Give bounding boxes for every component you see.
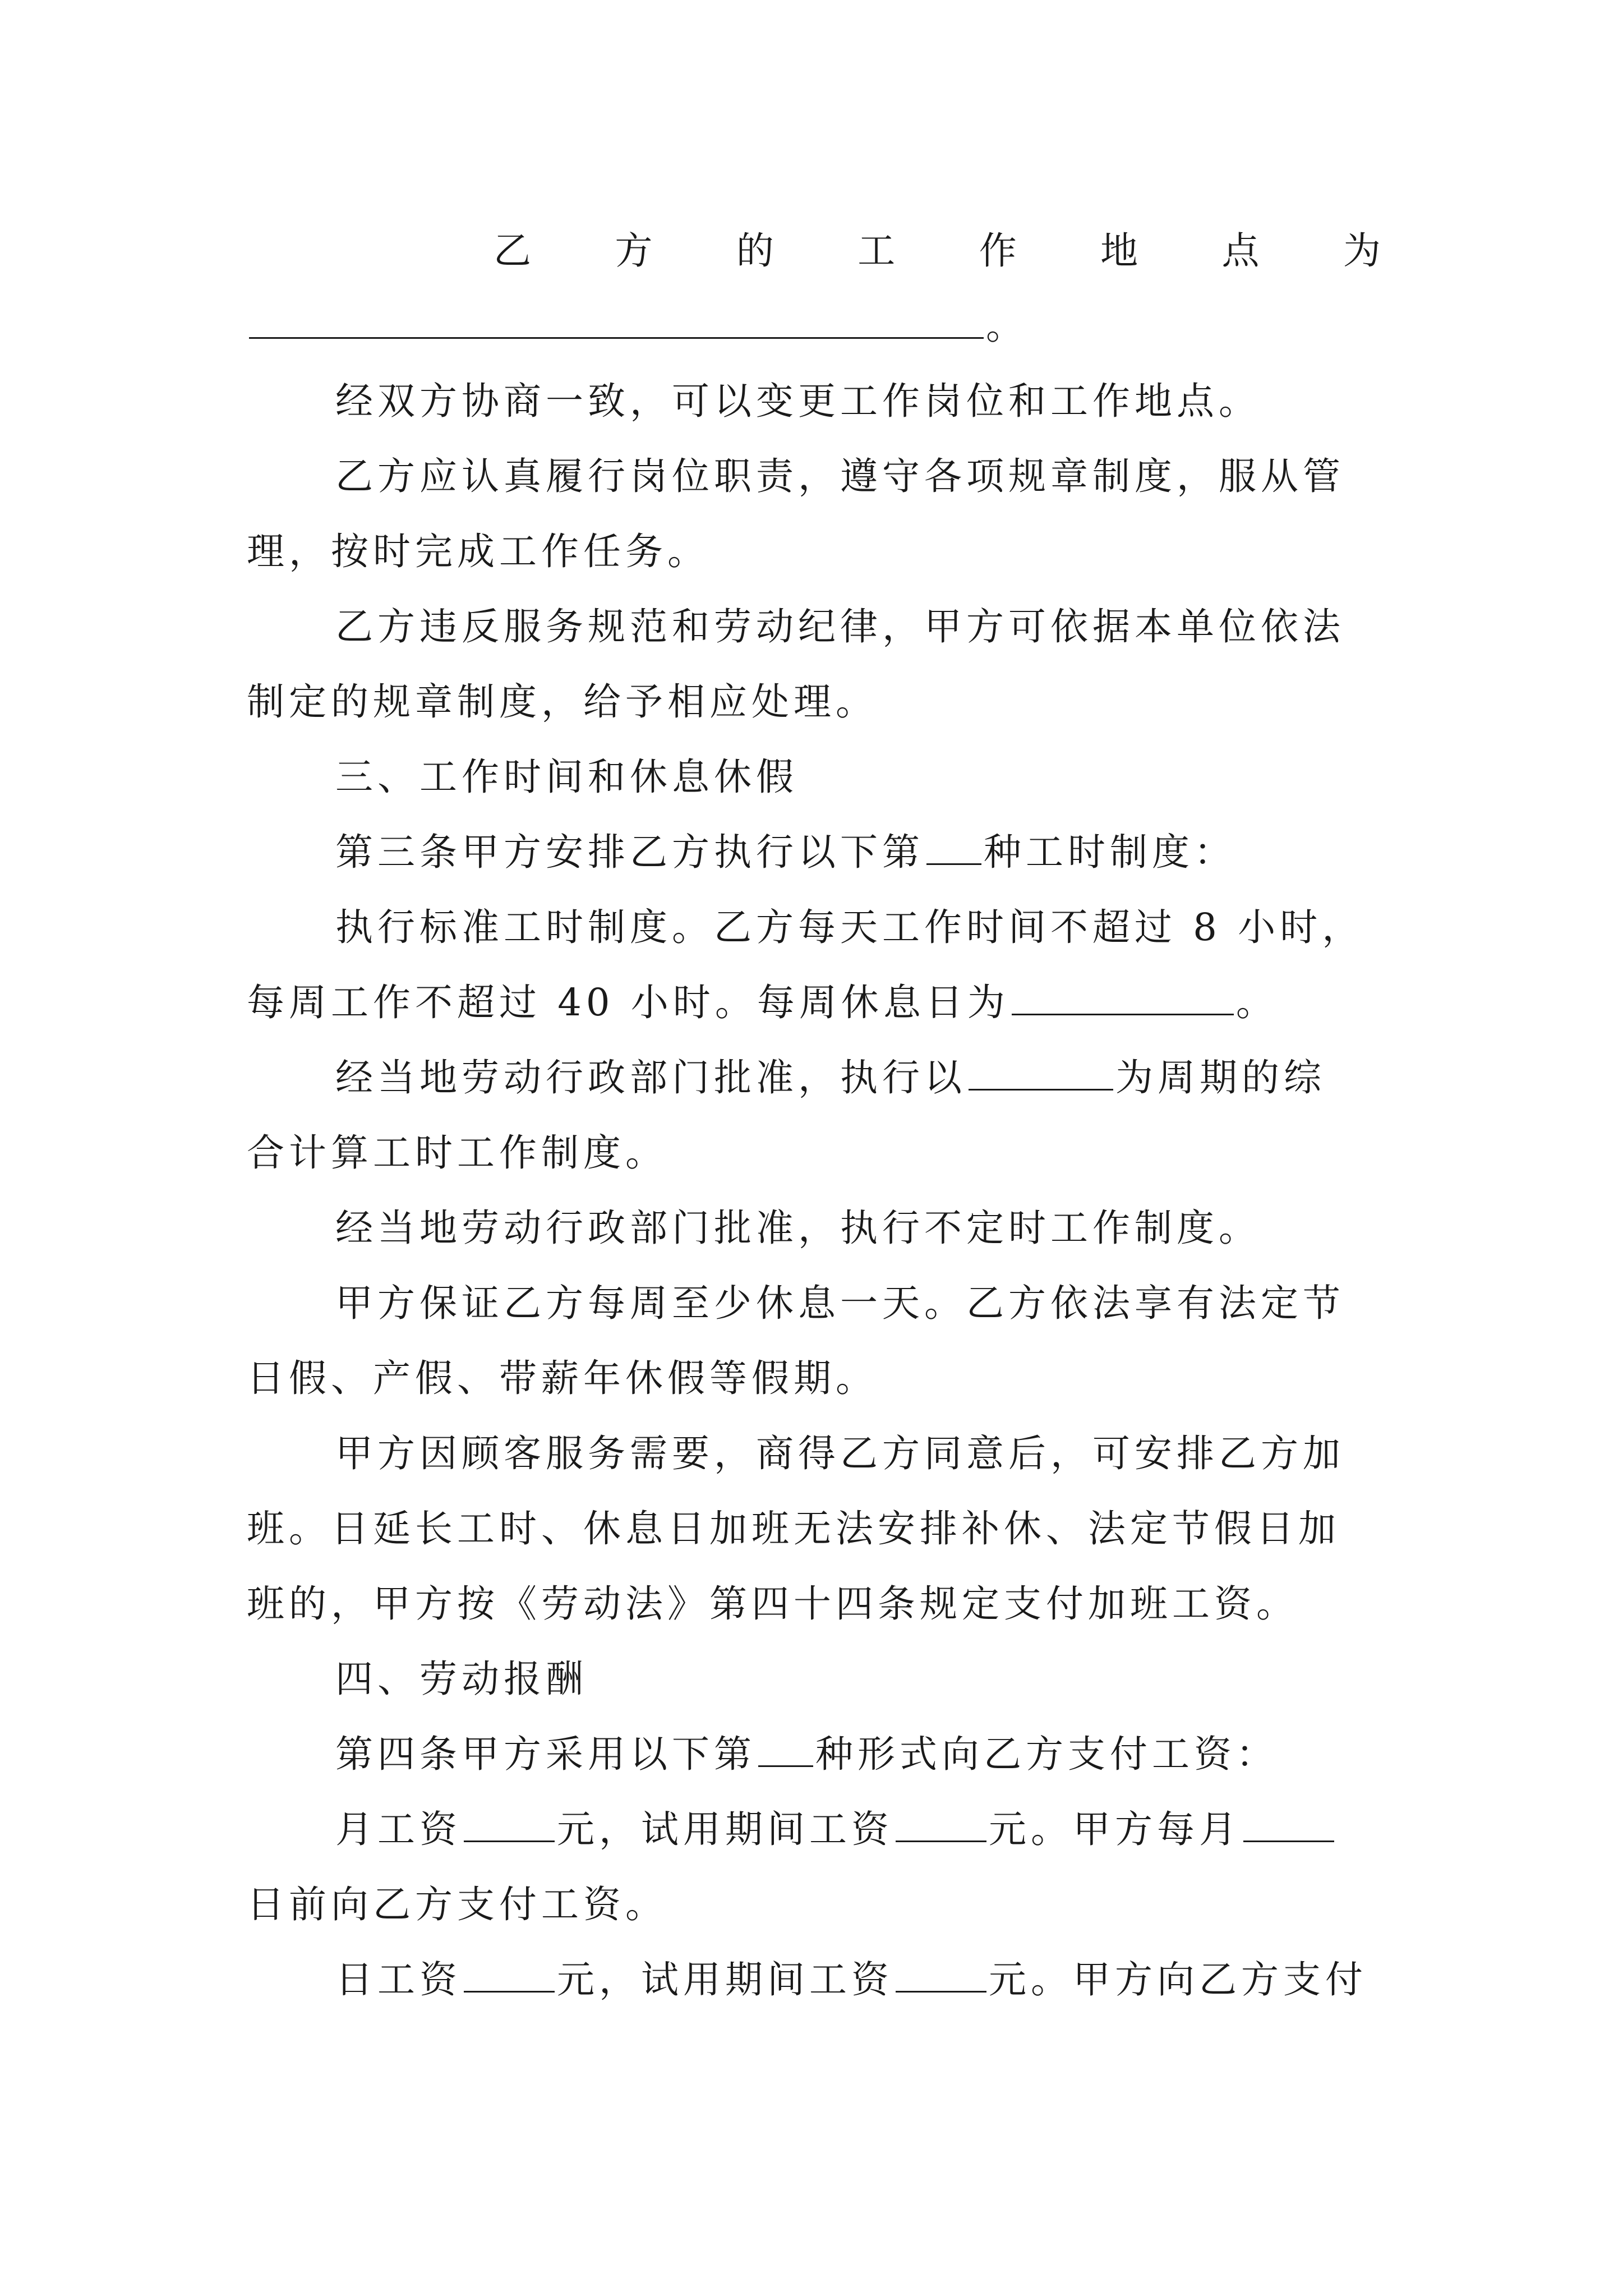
monthly-probation-wage-blank[interactable] [896, 1808, 986, 1842]
monthly-wage-line1: 月工资 元，试用期间工资 元。甲方每月 [247, 1792, 1385, 1867]
daily-wage-line1: 日工资 元，试用期间工资 元。甲方向乙方支付 [335, 1958, 1367, 2001]
work-location-blank[interactable] [249, 305, 984, 339]
work-location-char: 的 [736, 229, 778, 273]
paragraph-duty-line1: 乙方应认真履行岗位职责，遵守各项规章制度，服从管 [335, 454, 1345, 498]
article-4: 第四条甲方采用以下第 种形式向乙方支付工资： [335, 1732, 1278, 1776]
work-location-char: 方 [615, 229, 657, 273]
work-location-heading [247, 213, 1385, 288]
hour-system-blank[interactable] [926, 831, 981, 865]
paragraph-change: 经双方协商一致，可以变更工作岗位和工作地点。 [335, 379, 1261, 423]
paragraph-duty-line2: 理，按时完成工作任务。 [247, 530, 709, 573]
rest-line1: 甲方保证乙方每周至少休息一天。乙方依法享有法定节 [335, 1281, 1345, 1325]
work-location-char: 工 [857, 229, 900, 273]
paragraph-violation-line1: 乙方违反服务规范和劳动纪律，甲方可依据本单位依法 [335, 605, 1345, 648]
period: 。 [986, 304, 1028, 348]
overtime-line1: 甲方因顾客服务需要，商得乙方同意后，可安排乙方加 [335, 1432, 1345, 1475]
work-location-char: 乙 [494, 229, 536, 273]
period-blank[interactable] [969, 1056, 1113, 1091]
standard-hours-line2: 每周工作不超过 40 小时。每周休息日为 。 [247, 981, 1278, 1024]
wage-form-blank[interactable] [758, 1733, 813, 1767]
comprehensive-hours-line1: 经当地劳动行政部门批准，执行以 为周期的综 [335, 1056, 1326, 1099]
article-3: 第三条甲方安排乙方执行以下第 种工时制度： [335, 830, 1236, 874]
section-heading-4: 四、劳动报酬 [335, 1657, 588, 1701]
overtime-line3: 班的，甲方按《劳动法》第四十四条规定支付加班工资。 [247, 1582, 1298, 1626]
work-location-char: 点 [1221, 229, 1264, 273]
monthly-wage-blank[interactable] [464, 1808, 555, 1842]
irregular-hours: 经当地劳动行政部门批准，执行不定时工作制度。 [335, 1206, 1261, 1250]
paragraph-violation-line2: 制定的规章制度，给予相应处理。 [247, 680, 878, 724]
rest-day-blank[interactable] [1012, 981, 1234, 1015]
daily-wage-blank[interactable] [464, 1958, 555, 1993]
rest-line2: 日假、产假、带薪年休假等假期。 [247, 1356, 878, 1400]
monthly-wage-line2: 日前向乙方支付工资。 [247, 1883, 667, 1926]
standard-hours-line1: 执行标准工时制度。乙方每天工作时间不超过 8 小时， [335, 905, 1364, 949]
work-location-char: 作 [979, 229, 1021, 273]
work-location-blank-line [247, 288, 1385, 364]
overtime-line2: 班。日延长工时、休息日加班无法安排补休、法定节假日加 [247, 1507, 1340, 1550]
work-location-char: 地 [1100, 229, 1143, 273]
section-heading-3: 三、工作时间和休息休假 [335, 755, 798, 799]
pay-day-blank[interactable] [1243, 1808, 1334, 1842]
contract-body [247, 213, 1385, 2017]
work-location-char: 为 [1343, 229, 1385, 273]
daily-probation-wage-blank[interactable] [896, 1958, 986, 1993]
comprehensive-hours-line2: 合计算工时工作制度。 [247, 1131, 667, 1175]
